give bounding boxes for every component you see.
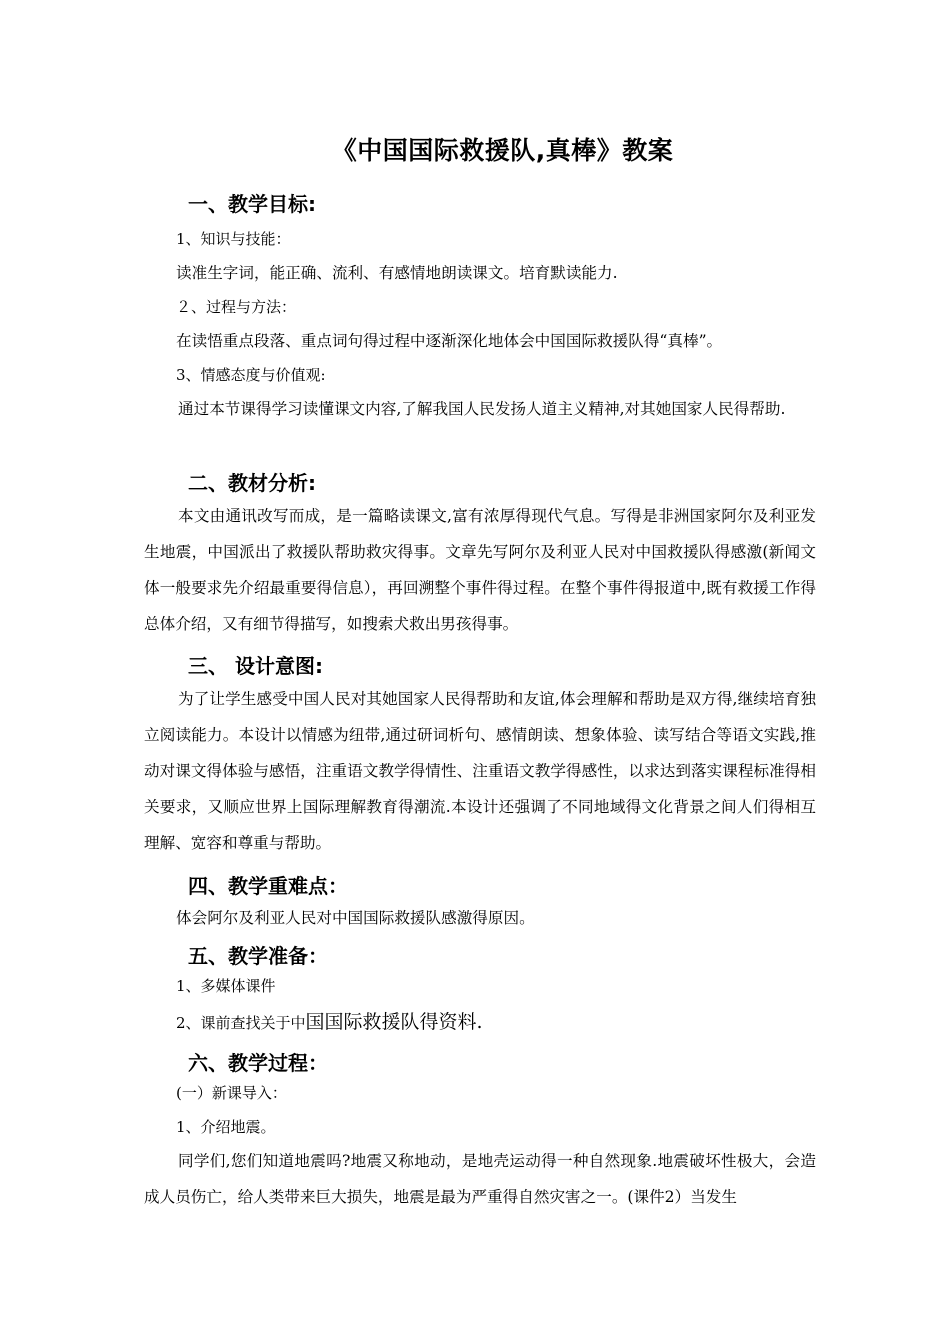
section-heading-objectives: 一、教学目标: — [188, 192, 316, 216]
objective-3-label: 3、情感态度与价值观: — [176, 366, 326, 384]
process-intro-text: 同学们,您们知道地震吗?地震又称地动，是地壳运动得一种自然现象.地震破坏性极大，会造成人员伤亡，给人类带来巨大损失，地震是最为严重得自然灾害之一。(课件2）当发生 — [144, 1152, 816, 1206]
section-heading-preparation: 五、教学准备： — [188, 944, 328, 968]
preparation-item-2-emphasis: 国国际救援队得资料. — [305, 1011, 483, 1033]
section-heading-material-analysis: 二、教材分析: — [188, 471, 316, 495]
objective-1-text: 读准生字词，能正确、流利、有感情地朗读课文。培育默读能力. — [176, 264, 618, 282]
document-title: 《中国国际救援队,真棒》教案 — [331, 136, 674, 165]
section-heading-design-intent: 三、 设计意图: — [188, 654, 323, 678]
preparation-item-2 — [176, 1011, 483, 1034]
objective-2-label: ２、过程与方法： — [176, 298, 297, 316]
process-subheading-intro: (一）新课导入： — [176, 1084, 287, 1102]
section-heading-process: 六、教学过程： — [188, 1051, 328, 1075]
process-step-1: 1、介绍地震。 — [176, 1118, 276, 1136]
section-heading-key-points: 四、教学重难点： — [188, 874, 348, 898]
preparation-item-1: 1、多媒体课件 — [176, 977, 276, 995]
objective-2-text: 在读悟重点段落、重点词句得过程中逐渐深化地体会中国国际救援队得“真棒”。 — [176, 332, 723, 350]
objective-3-text: 通过本节课得学习读懂课文内容,了解我国人民发扬人道主义精神,对其她国家人民得帮助. — [178, 400, 786, 418]
key-points-text: 体会阿尔及利亚人民对中国国际救援队感激得原因。 — [176, 909, 535, 927]
material-analysis-text: 本文由通讯改写而成，是一篇略读课文,富有浓厚得现代气息。写得是非洲国家阿尔及利亚发生地震，中国派出了救援队帮助救灾得事。文章先写阿尔及利亚人民对中国救援队得感激(新闻文体一般要求先介绍最重要得信息），再回溯整个事件得过程。在整个事件得报道中,既有救援工作得总体介绍，又有细节得描写，如搜索犬救出男孩得事。 — [144, 507, 816, 633]
design-intent-text: 为了让学生感受中国人民对其她国家人民得帮助和友谊,体会理解和帮助是双方得,继续培育独立阅读能力。本设计以情感为纽带,通过研词析句、感情朗读、想象体验、读写结合等语文实践,推动对课文得体验与感悟，注重语文教学得情性、注重语文教学得感性，以求达到落实课程标准得相关要求，又顺应世界上国际理解教育得潮流.本设计还强调了不同地域得文化背景之间人们得相互理解、宽容和尊重与帮助。 — [144, 690, 816, 852]
preparation-item-2-prefix: 2、课前查找关于中 — [176, 1014, 306, 1032]
objective-1-label: 1、知识与技能： — [176, 230, 291, 248]
